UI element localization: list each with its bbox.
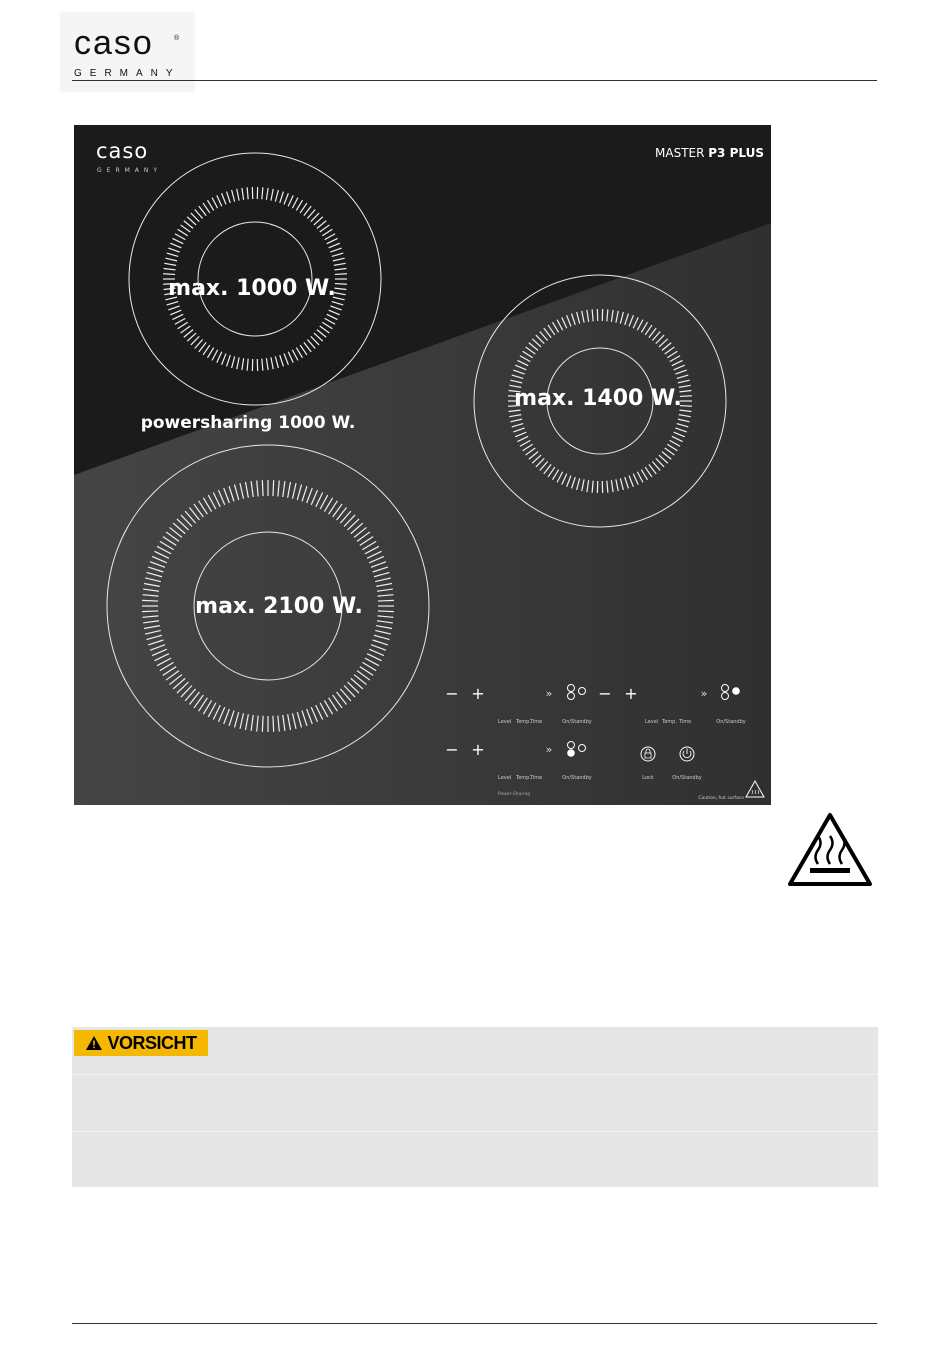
level-label: Level — [645, 719, 659, 725]
plus-button[interactable]: + — [471, 684, 485, 703]
on-standby-label: On/Standby — [672, 775, 702, 781]
caution-box — [72, 1027, 878, 1187]
registered-mark: ® — [174, 35, 180, 42]
zone-tick — [262, 480, 263, 496]
zone-tick — [378, 611, 394, 612]
plus-button[interactable]: + — [471, 740, 485, 759]
zone-tick — [335, 274, 347, 275]
level-label: Level — [498, 775, 512, 781]
time-label: Time — [530, 775, 543, 781]
on-standby-label: On/Standby — [716, 719, 746, 725]
hob-image — [74, 125, 771, 805]
on-standby-label: On/Standby — [562, 775, 592, 781]
model-suffix: P3 PLUS — [708, 146, 764, 160]
zone-tick — [142, 611, 158, 612]
hob-logo-word: caso — [96, 139, 149, 163]
header-rule — [72, 80, 877, 81]
caution-row-divider — [72, 1131, 878, 1132]
time-label: Time — [679, 719, 692, 725]
minus-button[interactable]: − — [598, 684, 612, 703]
zone-tick — [142, 600, 158, 601]
zone-tick — [262, 716, 263, 732]
zone-right-label: max. 1400 W. — [514, 386, 682, 411]
zone-tick — [163, 274, 175, 275]
footer-rule — [72, 1323, 877, 1324]
level-label: Level — [498, 719, 512, 725]
hob-logo-country: GERMANY — [97, 167, 163, 174]
minus-button[interactable]: − — [445, 740, 459, 759]
zone-bottom-left-label: max. 2100 W. — [195, 594, 363, 619]
caution-label: VORSICHT — [107, 1032, 197, 1053]
function-arrows-icon[interactable]: » — [545, 743, 553, 756]
zone-top-left-label: max. 1000 W. — [168, 276, 336, 301]
on-standby-label: On/Standby — [562, 719, 592, 725]
minus-button[interactable]: − — [445, 684, 459, 703]
power-sharing-label: Power-Sharing — [497, 792, 531, 797]
powersharing-label: powersharing 1000 W. — [140, 413, 356, 433]
caution-row-divider — [72, 1074, 878, 1075]
function-arrows-icon[interactable]: » — [545, 687, 553, 700]
model-prefix: MASTER — [655, 146, 709, 160]
plus-button[interactable]: + — [624, 684, 638, 703]
model-name — [655, 146, 764, 160]
zone-tick — [273, 480, 274, 496]
zone-tick — [378, 600, 394, 601]
caution-hot-surface-label: Caution, hot surface — [698, 796, 744, 801]
caution-badge — [74, 1030, 208, 1056]
warning-triangle-icon — [85, 1035, 103, 1051]
function-arrows-icon[interactable]: » — [700, 687, 708, 700]
logo-country: GERMANY — [74, 68, 181, 79]
temp-label: Temp. — [662, 719, 677, 725]
lock-label: Lock — [642, 775, 654, 781]
time-label: Time — [530, 719, 543, 725]
zone-tick — [335, 284, 347, 285]
logo-word: caso — [74, 24, 154, 62]
temp-label: Temp. — [516, 719, 531, 725]
temp-label: Temp. — [516, 775, 531, 781]
zone-tick — [273, 716, 274, 732]
hot-surface-warning-icon — [787, 812, 873, 888]
